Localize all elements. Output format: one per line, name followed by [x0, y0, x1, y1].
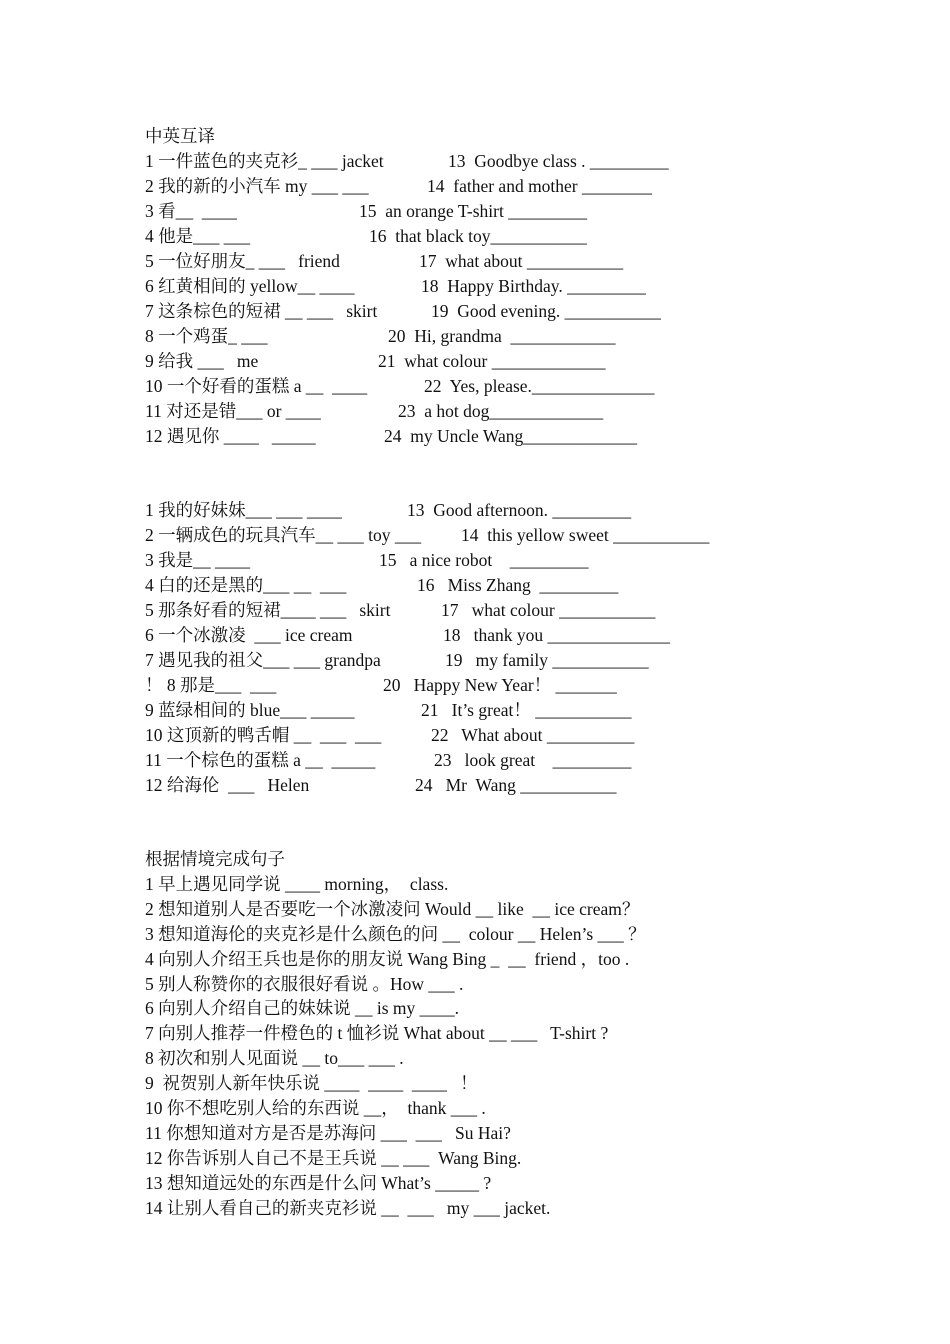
- list-item: 2 想知道别人是否要吃一个冰激凌问 Would __ like __ ice cream？: [145, 899, 640, 919]
- list-item: 10 这顶新的鸭舌帽 __ ___ ___ 22 What about __________: [145, 725, 635, 745]
- list-item: 5 一位好朋友_ ___ friend 17 what about ___________: [145, 251, 624, 271]
- list-item: 6 红黄相间的 yellow__ ____ 18 Happy Birthday. _________: [145, 276, 646, 296]
- list-item: 6 向别人介绍自己的妹妹说 __ is my ____.: [145, 998, 460, 1018]
- list-item: 3 我是__ ____ 15 a nice robot _________: [145, 550, 589, 570]
- list-item: 4 他是___ ___ 16 that black toy___________: [145, 226, 587, 246]
- list-item: 6 一个冰激凌 ___ ice cream 18 thank you ______________: [145, 625, 671, 645]
- list-item: 9 祝贺别人新年快乐说 ____ ____ ____ ！: [145, 1073, 478, 1093]
- list-item: 13 想知道远处的东西是什么问 What’s _____ ?: [145, 1173, 492, 1193]
- list-item: 10 你不想吃别人给的东西说 __， thank ___ .: [145, 1098, 486, 1118]
- list-item: ！ 8 那是___ ___ 20 Happy New Year！ _______: [145, 675, 617, 695]
- list-item: 12 你告诉别人自己不是王兵说 __ ___ Wang Bing.: [145, 1148, 522, 1168]
- list-item: 4 向别人介绍王兵也是你的朋友说 Wang Bing _ __ friend ，too .: [145, 949, 630, 969]
- list-item: 7 这条棕色的短裙 __ ___ skirt 19 Good evening. ___________: [145, 301, 661, 321]
- list-item: 3 看__ ____ 15 an orange T-shirt _________: [145, 201, 587, 221]
- list-item: 1 我的好妹妹___ ___ ____ 13 Good afternoon. _________: [145, 500, 632, 520]
- section3-heading: 根据情境完成句子: [145, 849, 285, 869]
- list-item: 1 早上遇见同学说 ____ morning， class.: [145, 874, 449, 894]
- list-item: 12 遇见你 ____ _____ 24 my Uncle Wang_____________: [145, 426, 637, 446]
- list-item: 11 你想知道对方是否是苏海问 ___ ___ Su Hai?: [145, 1123, 511, 1143]
- list-item: 2 一辆成色的玩具汽车__ ___ toy ___ 14 this yellow sweet ___________: [145, 525, 710, 545]
- list-item: 7 遇见我的祖父___ ___ grandpa 19 my family ___________: [145, 650, 649, 670]
- list-item: 8 初次和别人见面说 __ to___ ___ .: [145, 1048, 404, 1068]
- list-item: 11 对还是错___ or ____ 23 a hot dog_____________: [145, 401, 604, 421]
- list-item: 12 给海伦 ___ Helen 24 Mr Wang ___________: [145, 775, 617, 795]
- list-item: 5 那条好看的短裙____ ___ skirt 17 what colour ___________: [145, 600, 656, 620]
- list-item: 3 想知道海伦的夹克衫是什么颜色的问 __ colour __ Helen’s ___ ？: [145, 924, 646, 944]
- section1-heading: 中英互译: [145, 126, 215, 146]
- list-item: 10 一个好看的蛋糕 a __ ____ 22 Yes, please.______________: [145, 376, 655, 396]
- list-item: 9 蓝绿相间的 blue___ _____ 21 It’s great！ ___________: [145, 700, 632, 720]
- list-item: 1 一件蓝色的夹克衫_ ___ jacket 13 Goodbye class . _________: [145, 151, 669, 171]
- list-item: 11 一个棕色的蛋糕 a __ _____ 23 look great _________: [145, 750, 632, 770]
- list-item: 8 一个鸡蛋_ ___ 20 Hi, grandma ____________: [145, 326, 616, 346]
- list-item: 4 白的还是黑的___ __ ___ 16 Miss Zhang _________: [145, 575, 619, 595]
- list-item: 7 向别人推荐一件橙色的 t 恤衫说 What about __ ___ T-shirt ?: [145, 1023, 609, 1043]
- list-item: 2 我的新的小汽车 my ___ ___ 14 father and mother ________: [145, 176, 653, 196]
- list-item: 5 别人称赞你的衣服很好看说 。How ___ .: [145, 974, 464, 994]
- list-item: 9 给我 ___ me 21 what colour _____________: [145, 351, 606, 371]
- list-item: 14 让别人看自己的新夹克衫说 __ ___ my ___ jacket.: [145, 1198, 551, 1218]
